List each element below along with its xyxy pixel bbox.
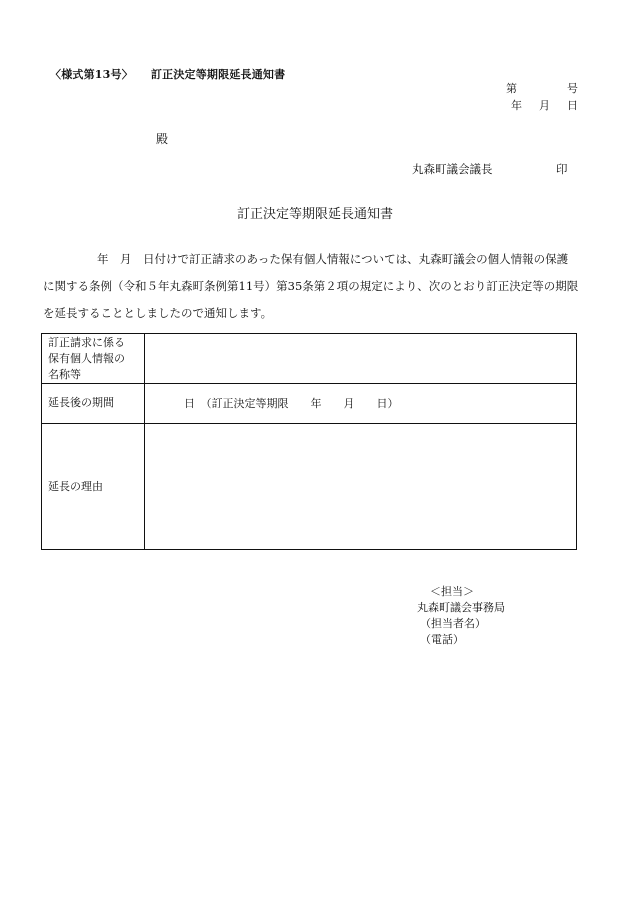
table-row-extended-period <box>42 383 576 424</box>
seal-mark: 印 <box>556 162 568 176</box>
table-row-info-name <box>42 334 576 384</box>
form-number: 〈様式第13号〉 <box>50 68 133 81</box>
table-column-divider <box>144 334 145 549</box>
form-title-header: 訂正決定等期限延長通知書 <box>150 68 286 81</box>
contact-person: （担当者名） <box>420 617 486 630</box>
body-paragraph: 年 月 日付けで訂正請求のあった保有個人情報については、丸森町議会の個人情報の保護に関する条例（令和５年丸森町条例第11号）第35条第２項の規定により、次のとおり訂正決定等の期限を延長することとしましたので通知します。 <box>43 252 579 320</box>
contact-heading: ＜担当＞ <box>430 585 474 598</box>
label-reason: 延長の理由 <box>48 480 103 493</box>
document-number: 第 号 <box>506 82 578 95</box>
document-date: 年 月 日 <box>511 99 578 112</box>
addressee-honorific: 殿 <box>156 132 169 146</box>
form-number-header <box>50 66 285 82</box>
notice-table <box>41 333 577 550</box>
label-extended-period: 延長後の期間 <box>48 396 114 409</box>
document-title: 訂正決定等期限延長通知書 <box>236 207 393 222</box>
contact-phone: （電話） <box>420 633 464 646</box>
label-info-name: 訂正請求に係る 保有個人情報の 名称等 <box>48 336 125 381</box>
sender-name: 丸森町議会議長 <box>412 162 493 176</box>
contact-office: 丸森町議会事務局 <box>417 601 505 614</box>
value-extended-period: 日 （訂正決定等期限 年 月 日） <box>184 397 399 410</box>
table-row-reason <box>42 423 576 549</box>
